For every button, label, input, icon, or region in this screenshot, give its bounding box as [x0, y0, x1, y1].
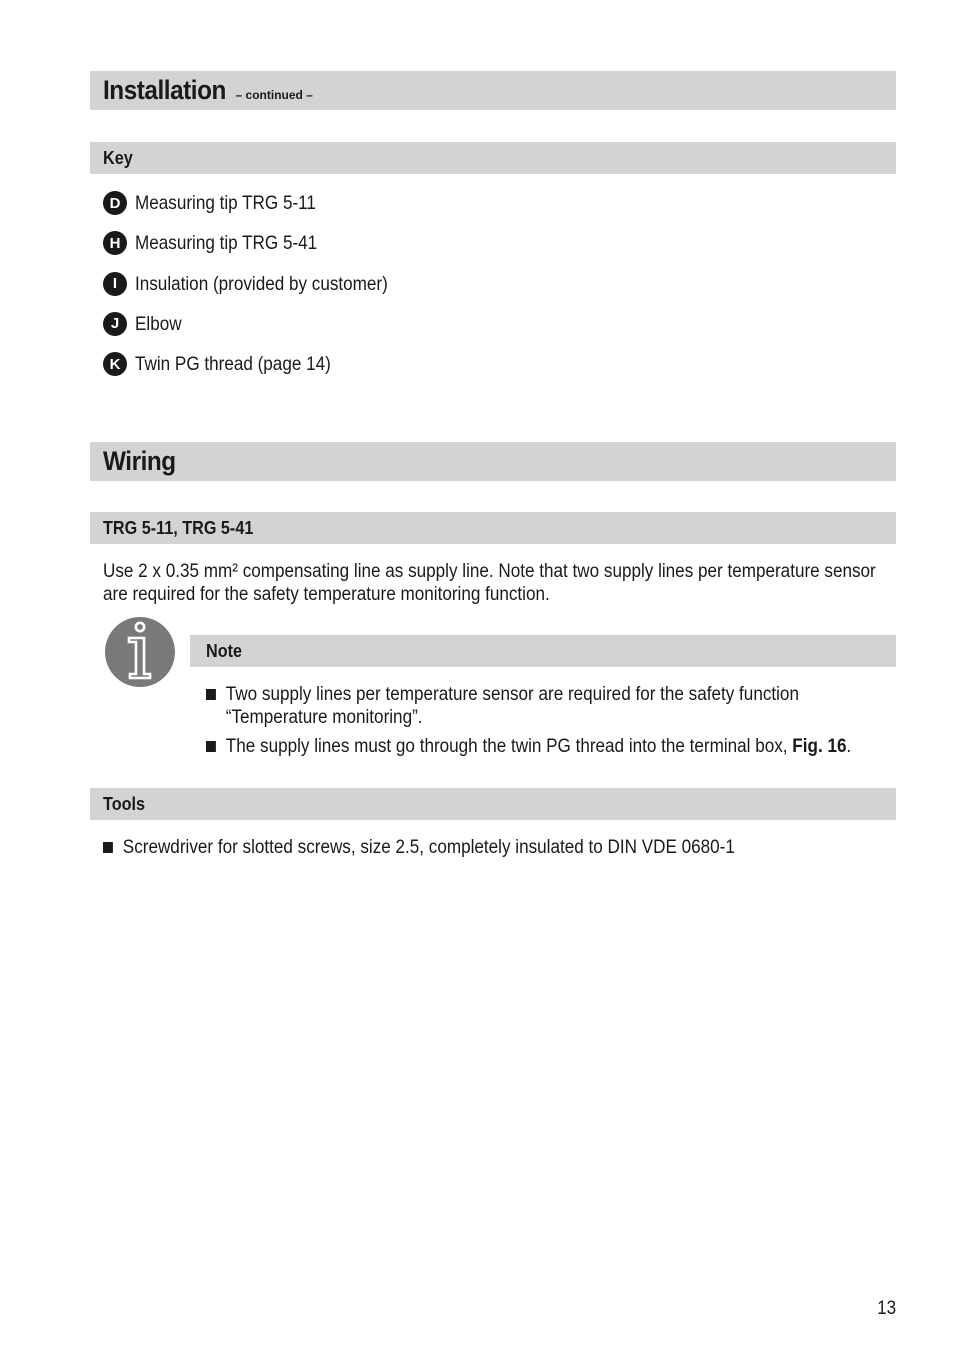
- note-bullet-list: [206, 683, 954, 758]
- key-heading: Key: [103, 147, 133, 168]
- key-letter-badge: I: [103, 272, 127, 296]
- trg-subheading: TRG 5-11, TRG 5-41: [103, 517, 254, 538]
- key-letter-badge: K: [103, 352, 127, 376]
- page-number: 13: [876, 1298, 896, 1319]
- key-item-text: Measuring tip TRG 5-41: [135, 233, 318, 255]
- note-header: [190, 635, 896, 667]
- tools-bullet-list: [103, 836, 954, 859]
- tools-heading: Tools: [103, 793, 146, 814]
- installation-title: Installation: [103, 75, 226, 105]
- square-bullet-icon: [206, 741, 216, 752]
- key-item-text: Elbow: [135, 313, 182, 335]
- tools-bullet-text: Screwdriver for slotted screws, size 2.5, completely insulated to DIN VDE 0680-1: [122, 837, 735, 858]
- wiring-header: [90, 442, 896, 481]
- key-item-text: Measuring tip TRG 5-11: [135, 193, 316, 214]
- key-item-text: Twin PG thread (page 14): [135, 354, 331, 376]
- square-bullet-icon: [206, 689, 216, 700]
- wiring-paragraph: Use 2 x 0.35 mm² compensating line as supply line. Note that two supply lines per temperature sensor are required for the safety temperature monitoring function.: [103, 561, 876, 605]
- square-bullet-icon: [103, 842, 113, 853]
- info-icon: [104, 616, 176, 688]
- list-item: [103, 836, 877, 859]
- key-header: [90, 142, 896, 174]
- key-letter-badge: J: [103, 312, 127, 336]
- tools-header: [90, 788, 896, 820]
- note-heading: Note: [206, 640, 242, 661]
- installation-subtitle: – continued –: [235, 87, 313, 102]
- note-bullet-text: Two supply lines per temperature sensor are required for the safety function “Temperature monitoring”.: [225, 684, 799, 728]
- list-item: [206, 735, 890, 758]
- key-letter-badge: H: [103, 231, 127, 255]
- installation-header: [90, 71, 896, 110]
- list-item: [206, 683, 890, 729]
- note-bullet-text: The supply lines must go through the twin PG thread into the terminal box,: [225, 736, 793, 757]
- figure-reference: Fig. 16: [792, 736, 847, 757]
- key-item-text: Insulation (provided by customer): [135, 273, 388, 295]
- note-bullet-end: .: [846, 736, 852, 757]
- trg-header: [90, 512, 896, 544]
- key-letter-badge: D: [103, 191, 127, 215]
- wiring-title: Wiring: [103, 446, 176, 476]
